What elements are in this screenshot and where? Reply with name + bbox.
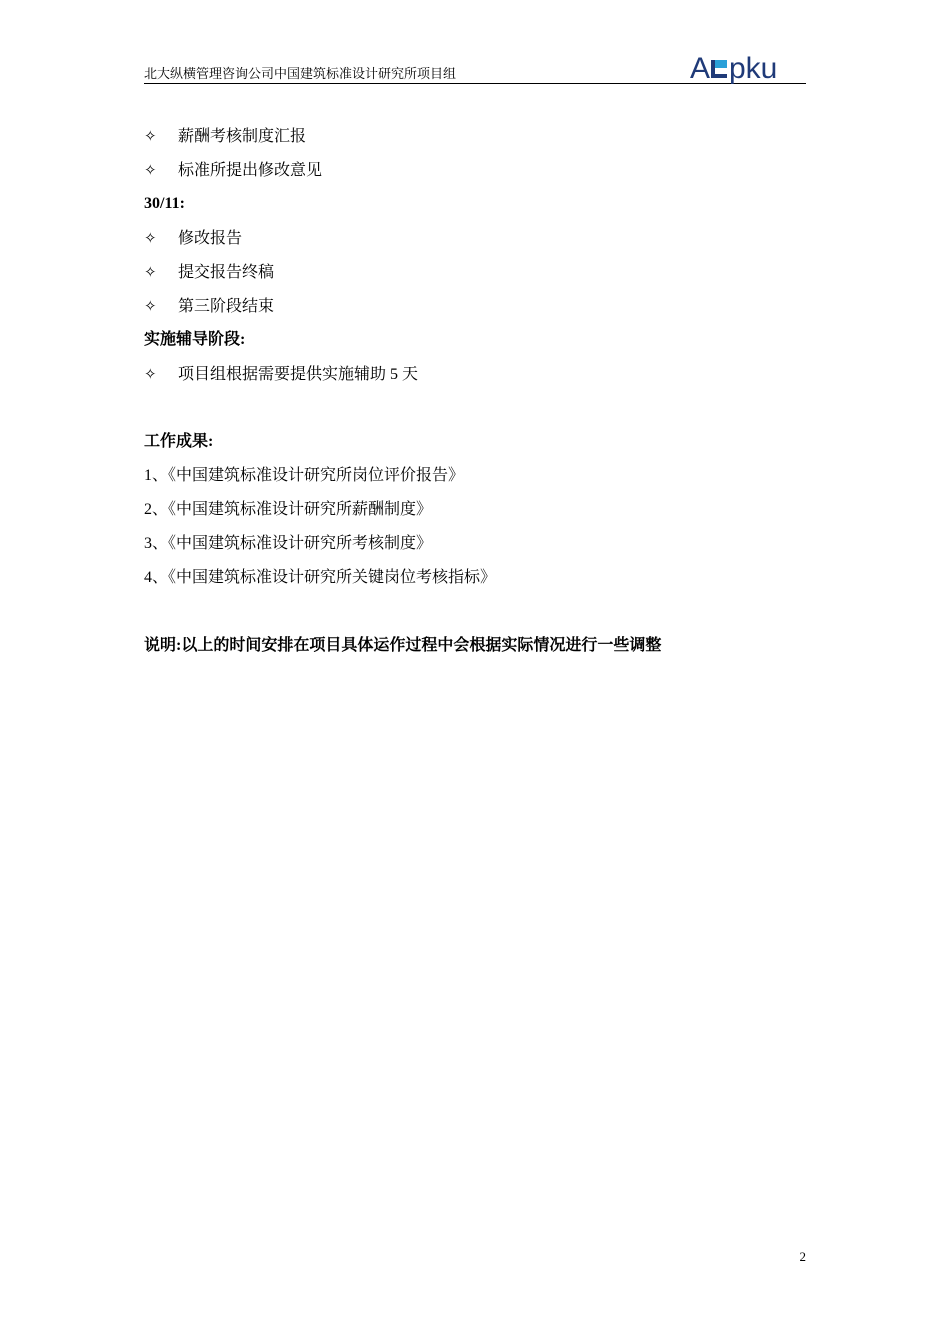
bullet-star-icon: ✧	[144, 229, 157, 247]
bullet-star-icon: ✧	[144, 127, 157, 145]
logo-text-pku: pku	[729, 54, 778, 85]
result-item: 3、《中国建筑标准设计研究所考核制度》	[144, 535, 433, 552]
list-item	[144, 362, 806, 396]
document-body	[144, 124, 806, 668]
bullet-star-icon: ✧	[144, 365, 157, 383]
result-item: 2、《中国建筑标准设计研究所薪酬制度》	[144, 501, 433, 518]
page-header	[144, 56, 806, 86]
page-number: 2	[799, 1249, 806, 1264]
list-item-text: 项目组根据需要提供实施辅助 5 天	[178, 366, 419, 383]
logo-letter-l-foot	[715, 74, 727, 78]
date-heading: 30/11:	[144, 195, 185, 212]
list-item	[144, 294, 806, 328]
header-title: 北大纵横管理咨询公司中国建筑标准设计研究所项目组	[144, 66, 457, 81]
result-item: 4、《中国建筑标准设计研究所关键岗位考核指标》	[144, 569, 497, 586]
list-item	[144, 124, 806, 158]
list-item-text: 薪酬考核制度汇报	[178, 128, 307, 145]
section-heading-results: 工作成果:	[144, 433, 214, 450]
list-item-text: 第三阶段结束	[178, 298, 275, 315]
allpku-logo	[690, 54, 806, 86]
spacer	[144, 600, 806, 634]
bullet-star-icon: ✧	[144, 161, 157, 179]
result-item: 1、《中国建筑标准设计研究所岗位评价报告》	[144, 467, 465, 484]
list-item	[144, 158, 806, 192]
spacer	[144, 396, 806, 430]
bullet-star-icon: ✧	[144, 297, 157, 315]
logo-letter-a: A	[690, 54, 711, 85]
list-item	[144, 226, 806, 260]
list-item-text: 标准所提出修改意见	[178, 162, 323, 179]
list-item-text: 提交报告终稿	[178, 264, 275, 281]
list-item	[144, 260, 806, 294]
list-item-text: 修改报告	[178, 230, 243, 247]
bullet-star-icon: ✧	[144, 263, 157, 281]
logo-mark	[715, 60, 727, 68]
logo-letter-l	[711, 60, 715, 78]
section-heading-implementation: 实施辅导阶段:	[144, 331, 246, 348]
schedule-note: 说明:以上的时间安排在项目具体运作过程中会根据实际情况进行一些调整	[144, 637, 662, 654]
